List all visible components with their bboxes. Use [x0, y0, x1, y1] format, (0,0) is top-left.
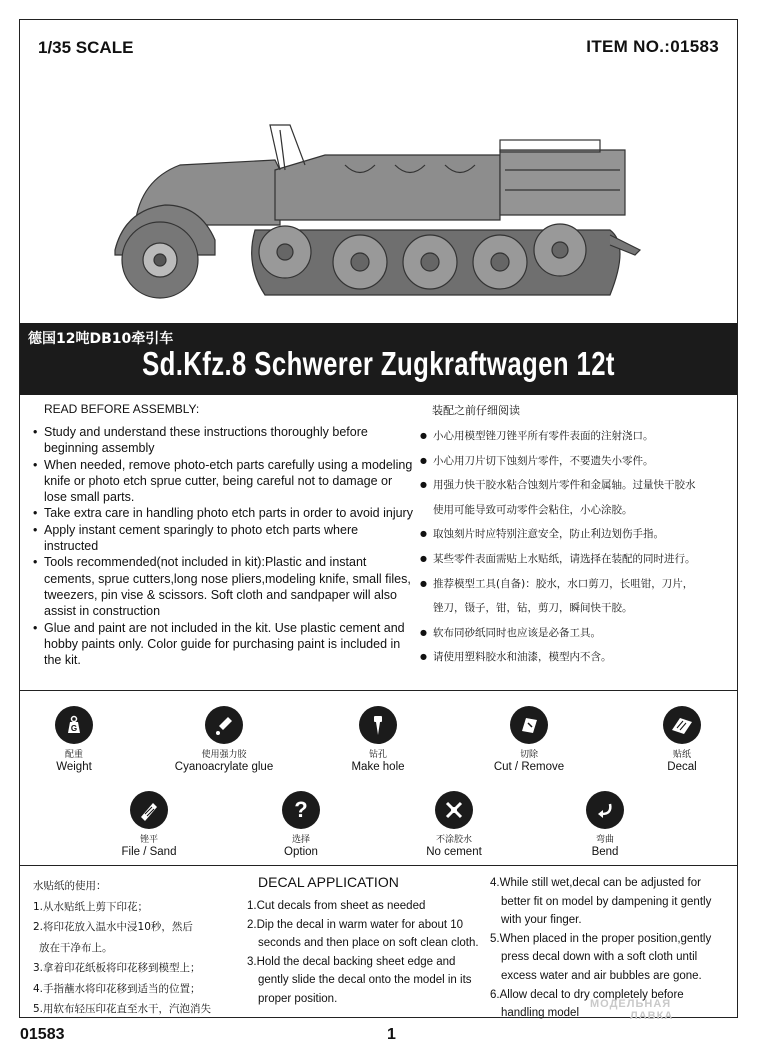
- instruction-item-cn: ● 某些零件表面需贴上水贴纸，请选择在装配的同时进行。: [420, 547, 730, 572]
- instruction-item-cn: ● 小心用模型锉刀锉平所有零件表面的注射浇口。: [420, 424, 730, 449]
- decal-step: proper position.: [258, 992, 338, 1005]
- watermark-line: МОДЕЛЬНАЯ: [590, 998, 672, 1010]
- item-number: ITEM NO.:01583: [586, 37, 719, 56]
- decal-cn-line: 3.拿着印花纸板将印花移到模型上；: [33, 962, 201, 974]
- legend-drill: [318, 706, 438, 774]
- decal-step: 2.Dip the decal in warm water for about 10: [247, 918, 464, 931]
- instruction-item-cn: ● 用强力快干胶水粘合蚀刻片零件和金属轴。过量快干胶水: [420, 473, 730, 498]
- title-banner: [20, 323, 737, 395]
- instruction-item-cn: 使用可能导致可动零件会粘住，小心涂胶。: [433, 503, 633, 516]
- legend-option: [241, 791, 361, 859]
- icon-label-en: No cement: [426, 846, 482, 858]
- file-icon: [130, 791, 168, 829]
- legend-glue: [164, 706, 284, 774]
- legend-decal: [622, 706, 742, 774]
- decal-step: gently slide the decal onto the model in its: [258, 974, 472, 987]
- instruction-item-cn: 锉刀，镊子，钳，钻，剪刀，瞬间快干胶。: [433, 602, 633, 615]
- instruction-item-cn: ● 推荐模型工具(自备)：胶水，水口剪刀，长咀钳，刀片，: [420, 572, 730, 597]
- icon-label-en: Bend: [591, 846, 619, 858]
- watermark: [590, 998, 673, 1022]
- instructions-en-list: [33, 424, 413, 668]
- drill-icon: [359, 706, 397, 744]
- instruction-item-cn: ● 小心用刀片切下蚀刻片零件，不要遗失小零件。: [420, 449, 730, 474]
- instructions-cn-list: [420, 424, 730, 670]
- decal-steps-column-1: [247, 897, 497, 1009]
- option-icon: ?: [282, 791, 320, 829]
- icon-label-cn: 钻孔: [368, 750, 387, 760]
- instruction-item: • Take extra care in handling photo etch parts in order to avoid injury: [33, 505, 413, 521]
- decal-icon: [663, 706, 701, 744]
- instruction-item: • When needed, remove photo-etch parts carefully using a modeling knife or photo etch sprue cutter, being careful not to damage or lose small parts.: [33, 457, 413, 506]
- banner-cn-title: 德国12吨DB10牵引车: [28, 331, 174, 347]
- no-cement-icon: [435, 791, 473, 829]
- icon-label-cn: 锉平: [139, 835, 158, 845]
- instruction-item-cn: ● 请使用塑料胶水和油漆，模型内不含。: [420, 645, 730, 670]
- icon-label-cn: 贴纸: [672, 750, 691, 760]
- scale-label: 1/35 SCALE: [38, 38, 134, 57]
- instruction-item-cn: ● 取蚀刻片时应特别注意安全，防止利边划伤手指。: [420, 522, 730, 547]
- decal-cn-line: 1.从水贴纸上剪下印花；: [33, 900, 149, 913]
- divider: [20, 690, 737, 691]
- instruction-item-cn: ● 软布同砂纸同时也应该是必备工具。: [420, 621, 730, 646]
- decal-instructions-cn: [33, 876, 211, 1020]
- footer-item-number: 01583: [20, 1026, 65, 1043]
- decal-step: 4.While still wet,decal can be adjusted for: [490, 877, 701, 889]
- decal-step: seconds and then place on soft clean cloth.: [258, 937, 479, 950]
- icon-label-en: Decal: [667, 761, 697, 773]
- icon-label-en: File / Sand: [121, 846, 177, 858]
- read-before-title-cn: 装配之前仔细阅读: [432, 404, 520, 417]
- decal-step: excess water and air bubbles are gone.: [501, 969, 702, 982]
- decal-step: with your finger.: [501, 914, 582, 927]
- icon-label-cn: 切除: [519, 750, 538, 760]
- icon-label-cn: 弯曲: [595, 835, 614, 845]
- icon-label-cn: 不涂胶水: [435, 835, 472, 845]
- decal-step: 1.Cut decals from sheet as needed: [247, 900, 426, 912]
- icon-label-en: Weight: [56, 761, 92, 773]
- decal-step: handling model: [501, 1007, 580, 1020]
- decal-application-title: DECAL APPLICATION: [258, 874, 399, 890]
- vehicle-illustration: [105, 110, 645, 315]
- decal-cn-line: 5.用软布轻压印花直至水干，汽泡消失: [33, 1003, 212, 1015]
- icon-label-en: Cyanoacrylate glue: [174, 761, 274, 773]
- icon-label-cn: 使用强力胶: [201, 750, 247, 760]
- legend-file: [89, 791, 209, 859]
- banner-title: Sd.Kfz.8 Schwerer Zugkraftwagen 12t: [142, 345, 615, 382]
- decal-step: 3.Hold the decal backing sheet edge and: [247, 955, 456, 968]
- decal-cn-line: 放在干净布上。: [39, 941, 113, 954]
- glue-icon: [205, 706, 243, 744]
- icon-label-en: Option: [284, 846, 318, 858]
- read-before-title: READ BEFORE ASSEMBLY:: [44, 402, 200, 416]
- page-number: 1: [387, 1026, 396, 1043]
- decal-cn-line: 2.将印花放入温水中浸10秒，然后: [33, 921, 193, 933]
- divider: [20, 865, 737, 866]
- icon-label-cn: 配重: [64, 750, 83, 760]
- icon-label-cn: 选择: [291, 835, 310, 845]
- legend-bend: [545, 791, 665, 859]
- instruction-item: • Glue and paint are not included in the kit. Use plastic cement and hobby paints only. Color guide for purchasing paint is included in the kit.: [33, 620, 413, 669]
- legend-no-cement: [394, 791, 514, 859]
- instruction-item: • Apply instant cement sparingly to photo etch parts where instructed: [33, 522, 413, 555]
- legend-cut: [469, 706, 589, 774]
- instruction-item: • Study and understand these instructions thoroughly before beginning assembly: [33, 424, 413, 457]
- decal-cn-line: 水贴纸的使用：: [33, 880, 107, 892]
- weight-icon: [55, 706, 93, 744]
- icon-label-en: Cut / Remove: [493, 761, 565, 773]
- decal-step: 6.Allow decal to dry completely before: [490, 988, 684, 1001]
- watermark-line: ЛАВКА: [630, 1010, 674, 1022]
- decal-step: press decal down with a soft cloth until: [501, 951, 698, 964]
- decal-step: 5.When placed in the proper position,gently: [490, 932, 712, 945]
- icon-label-en: Make hole: [351, 761, 405, 773]
- instruction-item: • Tools recommended(not included in kit):Plastic and instant cements, sprue cutters,long nose pliers,modeling knife, small files, tweezers, pin vise & scissors. Soft cloth and sandpaper will also assist in construction: [33, 554, 413, 619]
- decal-step: better fit on model by dampening it gently: [501, 895, 712, 908]
- svg-text:G: G: [70, 724, 78, 733]
- cut-icon: [510, 706, 548, 744]
- bend-icon: [586, 791, 624, 829]
- decal-cn-line: 4.手指蘸水将印花移到适当的位置；: [33, 982, 201, 995]
- legend-weight: [14, 706, 134, 774]
